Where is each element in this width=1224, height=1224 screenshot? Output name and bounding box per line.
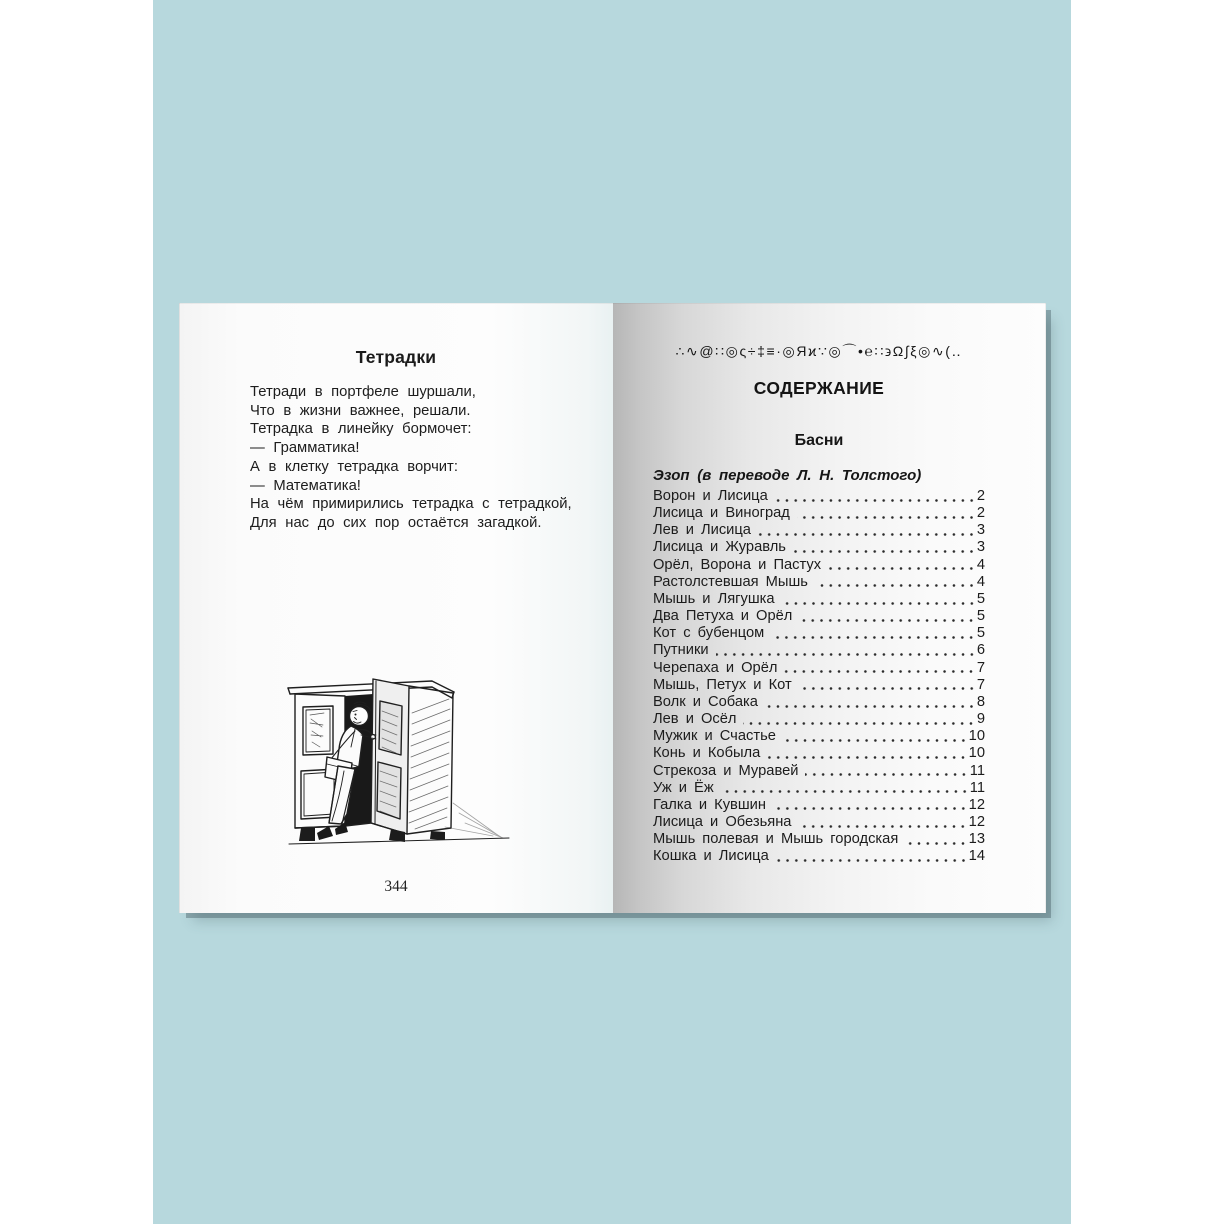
toc-entry-page-number: 6 [976, 642, 985, 659]
toc-entry-title: Галка и Кувшин [653, 796, 766, 813]
wardrobe-illustration [285, 671, 515, 855]
toc-entry-title: Орёл, Ворона и Пастух [653, 556, 822, 573]
left-page-number: 344 [384, 878, 408, 895]
dot-leader [784, 660, 975, 677]
toc-entry [653, 677, 985, 694]
toc-entry [653, 848, 985, 865]
toc-entry-title: Конь и Кобыла [653, 745, 761, 762]
toc-entry-page-number: 5 [976, 625, 985, 642]
poem-line: А в клетку тетрадка ворчит: [250, 458, 458, 475]
book-spread [179, 303, 1046, 913]
toc-entry [653, 591, 985, 608]
toc-entry [653, 763, 985, 780]
toc-entry [653, 488, 985, 505]
dot-leader [773, 797, 968, 814]
toc-entry [653, 831, 985, 848]
toc-entry-title: Мышь, Петух и Кот [653, 676, 792, 693]
dot-leader [782, 591, 976, 608]
right-page [613, 303, 1046, 913]
toc-entry-page-number: 4 [976, 556, 985, 573]
toc-entry [653, 557, 985, 574]
toc-entry-page-number: 7 [976, 676, 985, 693]
toc-entry-page-number: 3 [976, 522, 985, 539]
toc-entry-page-number: 5 [976, 608, 985, 625]
dot-leader [815, 574, 976, 591]
toc-entry-title: Кошка и Лисица [653, 848, 769, 865]
toc-entry-title: Черепаха и Орёл [653, 659, 778, 676]
toc-entry-title: Растолстевшая Мышь [653, 573, 808, 590]
dot-leader [775, 488, 976, 505]
dot-leader [771, 625, 976, 642]
toc-entry [653, 780, 985, 797]
dot-leader [793, 539, 976, 556]
toc-entry [653, 574, 985, 591]
toc-entry-title: Лисица и Виноград [653, 505, 790, 522]
dot-leader [905, 831, 967, 848]
toc-entry-title: Путники [653, 642, 709, 659]
poem-line: Для нас до сих пор остаётся загадкой. [250, 514, 542, 531]
toc-entry-title: Стрекоза и Муравей [653, 762, 799, 779]
dot-leader [767, 745, 967, 762]
toc-list [653, 488, 985, 865]
poem-line: — Математика! [250, 477, 361, 494]
toc-entry [653, 642, 985, 659]
toc-entry [653, 660, 985, 677]
toc-entry-title: Кот с бубенцом [653, 625, 765, 642]
poem-text [250, 383, 613, 533]
toc-entry-page-number: 3 [976, 539, 985, 556]
contents-heading: СОДЕРЖАНИЕ [753, 378, 885, 398]
dot-leader [799, 608, 975, 625]
toc-entry [653, 522, 985, 539]
toc-entry [653, 711, 985, 728]
toc-entry-page-number: 11 [969, 762, 985, 779]
toc-entry [653, 797, 985, 814]
poem-line: Тетрадка в линейку бормочет: [250, 421, 472, 438]
toc-entry-title: Лев и Осёл [653, 711, 737, 728]
toc-entry-title: Мужик и Счастье [653, 728, 776, 745]
toc-entry [653, 625, 985, 642]
section-title: Басни [794, 432, 844, 449]
toc-entry-title: Мышь и Лягушка [653, 590, 775, 607]
dot-leader [798, 814, 967, 831]
toc-entry-page-number: 9 [976, 711, 985, 728]
toc-entry [653, 539, 985, 556]
toc-entry-page-number: 4 [976, 573, 985, 590]
dot-leader [776, 848, 968, 865]
toc-entry-page-number: 13 [968, 831, 985, 848]
poem-line: Тетради в портфеле шуршали, [250, 384, 476, 400]
toc-entry-title: Два Петуха и Орёл [653, 608, 793, 625]
toc-entry [653, 505, 985, 522]
toc-entry-title: Лев и Лисица [653, 522, 751, 539]
dot-leader [828, 557, 976, 574]
toc-entry-page-number: 11 [969, 779, 985, 796]
group-title: Эзоп (в переводе Л. Н. Толстого) [653, 467, 922, 484]
dot-leader [783, 728, 968, 745]
dot-leader [805, 763, 968, 780]
ornament-divider: ∴∿@∷◎ς÷‡≡·◎Яϰ∵◎⌒•℮∷϶Ω∫ξ◎∿(‥ [675, 343, 963, 359]
dot-leader [797, 505, 976, 522]
dot-leader [765, 694, 976, 711]
toc-entry-page-number: 10 [968, 728, 985, 745]
toc-entry-title: Волк и Собака [653, 693, 758, 710]
poem-line: На чём примирились тетрадка с тетрадкой, [250, 496, 572, 513]
toc-entry-page-number: 12 [968, 813, 985, 830]
toc-entry [653, 694, 985, 711]
toc-entry-page-number: 10 [968, 745, 985, 762]
toc-entry-page-number: 14 [968, 848, 985, 865]
toc-entry [653, 745, 985, 762]
toc-entry [653, 814, 985, 831]
toc-entry-page-number: 7 [976, 659, 985, 676]
dot-leader [721, 780, 969, 797]
toc-entry-page-number: 5 [976, 590, 985, 607]
dot-leader [716, 642, 976, 659]
toc-entry-title: Лисица и Журавль [653, 539, 786, 556]
poem-line: — Грамматика! [250, 440, 360, 457]
toc-entry-page-number: 12 [968, 796, 985, 813]
toc-entry [653, 728, 985, 745]
poem-title: Тетрадки [355, 347, 437, 367]
toc-entry [653, 608, 985, 625]
toc-entry-title: Лисица и Обезьяна [653, 813, 792, 830]
dot-leader [758, 522, 976, 539]
toc-entry-title: Уж и Ёж [653, 779, 714, 796]
boy-in-wardrobe-drawing [285, 671, 515, 850]
toc-entry-page-number: 8 [976, 693, 985, 710]
dot-leader [799, 677, 976, 694]
toc-entry-page-number: 2 [976, 505, 985, 522]
dot-leader [743, 711, 975, 728]
poem-line: Что в жизни важнее, решали. [250, 402, 471, 419]
toc-entry-page-number: 2 [976, 488, 985, 504]
left-page [179, 303, 613, 913]
toc-entry-title: Мышь полевая и Мышь городская [653, 831, 899, 848]
toc-entry-title: Ворон и Лисица [653, 488, 768, 504]
